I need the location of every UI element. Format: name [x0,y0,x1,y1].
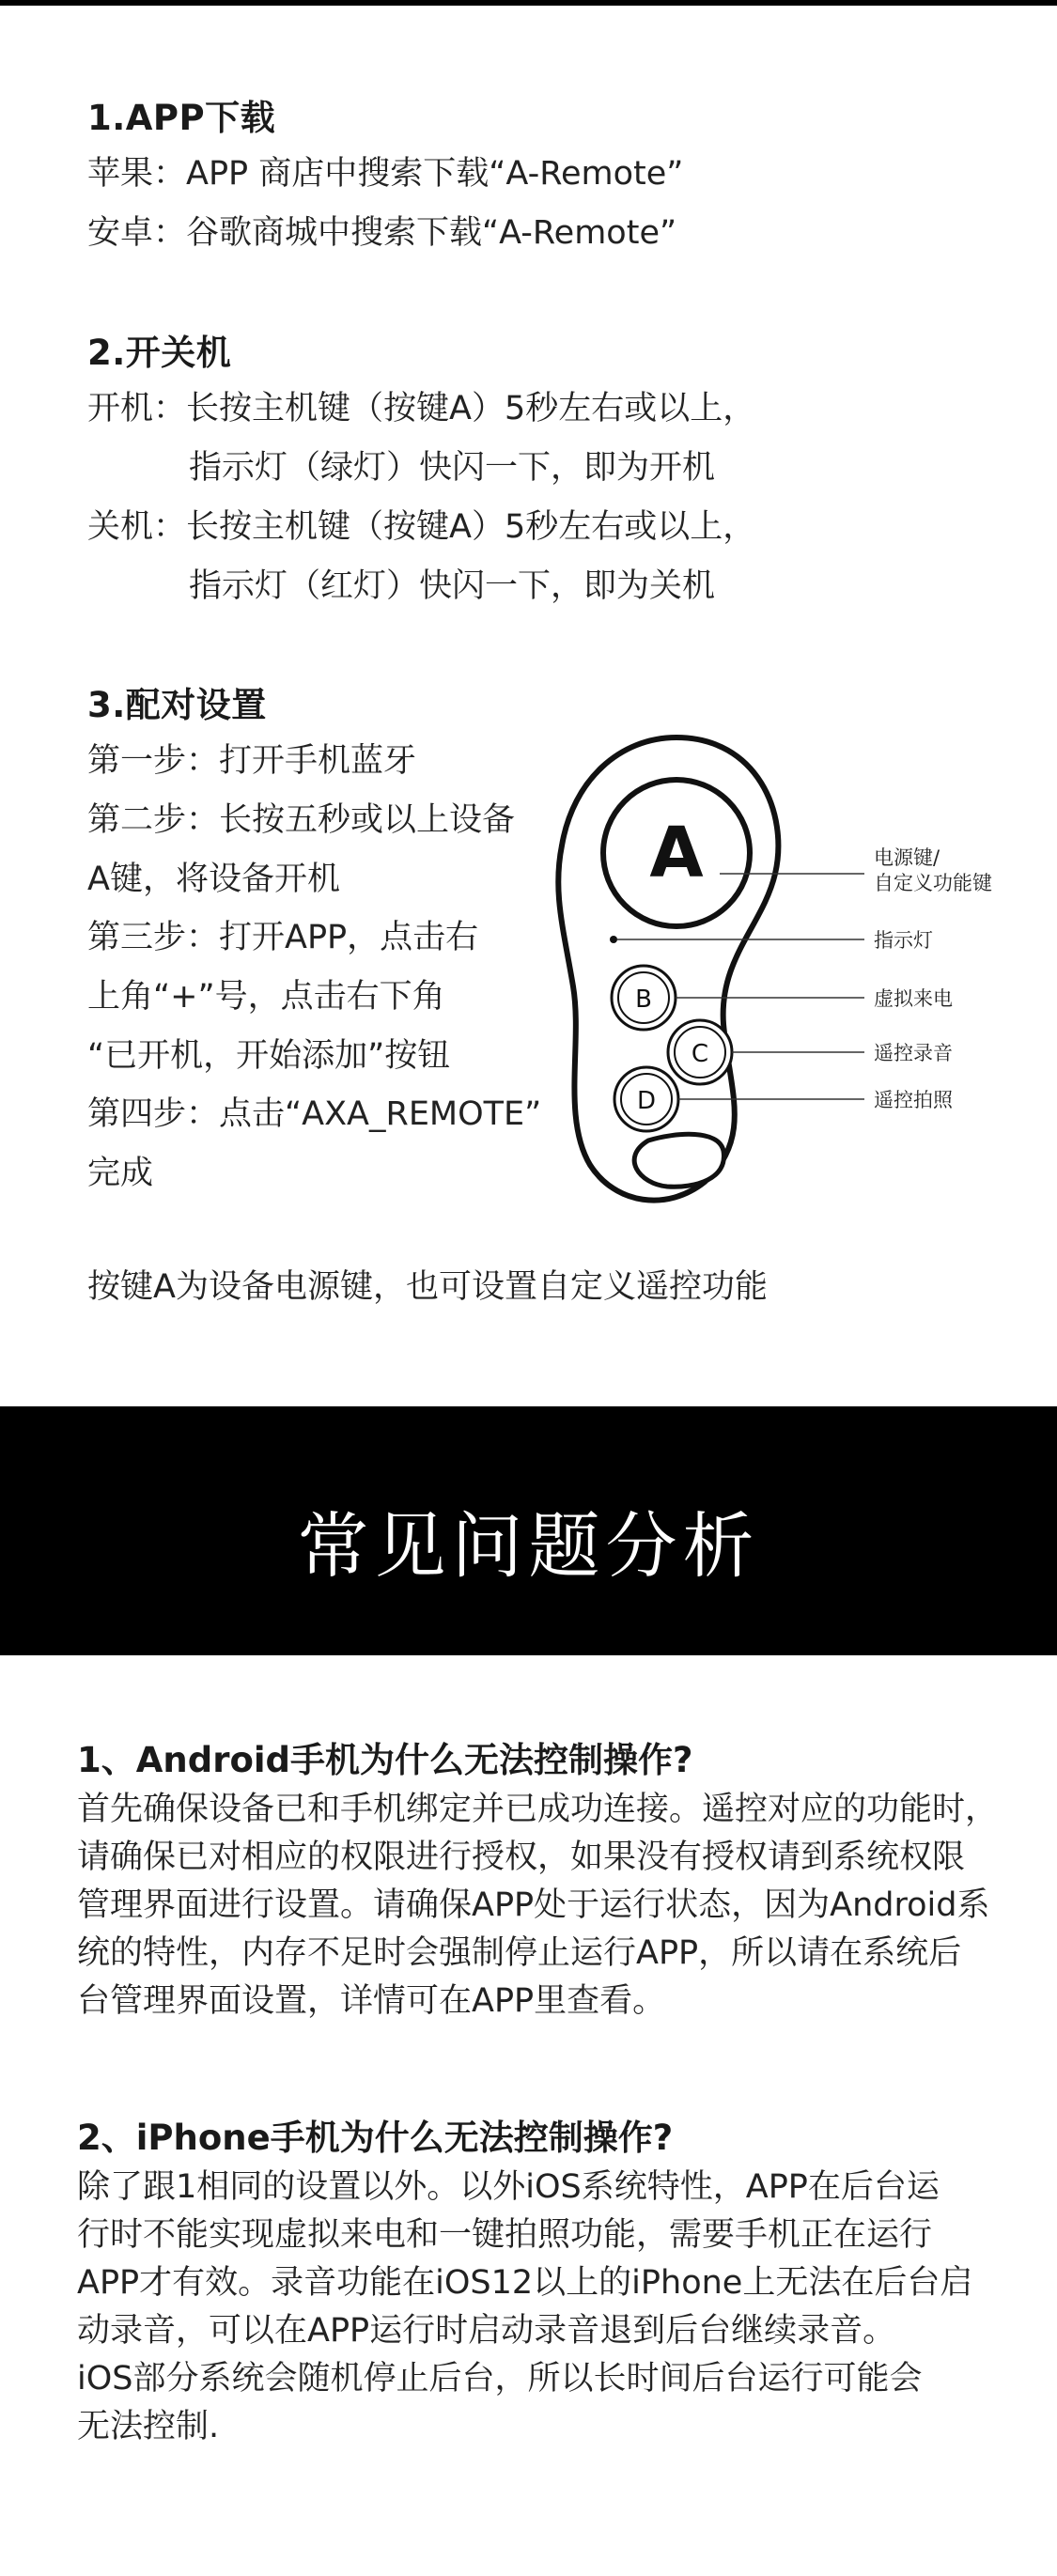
remote-illustration [545,723,1057,1212]
faq-answer-line: 除了跟1相同的设置以外。以外iOS系统特性，APP在后台运 [77,2168,940,2206]
power-key-note: 按键A为设备电源键，也可设置自定义遥控功能 [87,1268,768,1306]
label-record: 遥控录音 [874,1042,953,1064]
label-virtual-call: 虚拟来电 [874,987,953,1010]
faq-answer-line: 首先确保设备已和手机绑定并已成功连接。遥控对应的功能时， [77,1791,999,1828]
power-on-text: 开机：长按主机键（按键A）5秒左右或以上， [87,390,756,427]
section-app-download-title: 1.APP下载 [87,98,276,138]
faq-banner-title: 常见问题分析 [297,1504,760,1588]
faq-answer-line: iOS部分系统会随机停止后台，所以长时间后台运行可能会 [77,2360,923,2398]
button-c-label: C [691,1040,709,1068]
faq-answer-line: 统的特性，内存不足时会强制停止运行APP，所以请在系统后 [77,1934,962,1972]
android-download-text: 安卓：谷歌商城中搜索下载“A-Remote” [87,214,677,252]
button-d-label: D [636,1087,657,1115]
faq-answer-line: 无法控制. [77,2408,220,2445]
pairing-step-line: A键，将设备开机 [87,861,340,898]
faq-answer-line: 台管理界面设置，详情可在APP里查看。 [77,1982,666,2020]
faq-answer-line: 管理界面进行设置。请确保APP处于运行状态，因为Android系 [77,1886,990,1924]
faq-banner [0,1406,1057,1655]
power-off-indicator-text: 指示灯（红灯）快闪一下，即为关机 [189,567,716,605]
power-on-indicator-text: 指示灯（绿灯）快闪一下，即为开机 [189,449,716,487]
label-indicator: 指示灯 [874,929,933,952]
faq-question-android: 1、Android手机为什么无法控制操作? [77,1740,693,1780]
faq-question-iphone: 2、iPhone手机为什么无法控制操作? [77,2118,674,2158]
faq-answer-line: 动录音，可以在APP运行时启动录音退到后台继续录音。 [77,2312,896,2350]
section-power-title: 2.开关机 [87,333,232,373]
label-power-line2: 自定义功能键 [874,872,992,894]
pairing-step-line: 上角“+”号，点击右下角 [87,978,445,1016]
remote-diagram [545,723,1057,1212]
faq-answer-line: 行时不能实现虚拟来电和一键拍照功能，需要手机正在运行 [77,2216,933,2254]
faq-answer-line: 请确保已对相应的权限进行授权，如果没有授权请到系统权限 [77,1839,966,1876]
section-pairing-title: 3.配对设置 [87,685,267,725]
ios-download-text: 苹果：APP 商店中搜索下载“A-Remote” [87,155,684,193]
pairing-step-line: 完成 [87,1155,154,1192]
faq-answer-line: APP才有效。录音功能在iOS12以上的iPhone上无法在后台启 [77,2264,973,2302]
button-a-label: A [649,813,704,893]
top-border [0,0,1057,6]
pairing-step-line: 第四步：点击“AXA_REMOTE” [87,1095,542,1133]
pairing-step-line: 第三步：打开APP，点击右 [87,919,479,956]
pairing-step-line: “已开机，开始添加”按钮 [87,1037,451,1075]
button-b-label: B [635,985,652,1014]
label-power-line1: 电源键/ [874,846,940,869]
power-off-text: 关机：长按主机键（按键A）5秒左右或以上， [87,508,756,546]
pairing-step-line: 第一步：打开手机蓝牙 [87,742,417,780]
label-photo: 遥控拍照 [874,1089,953,1111]
pairing-step-line: 第二步：长按五秒或以上设备 [87,801,516,839]
grip-shape [634,1134,723,1187]
indicator-light-dot [610,936,617,943]
